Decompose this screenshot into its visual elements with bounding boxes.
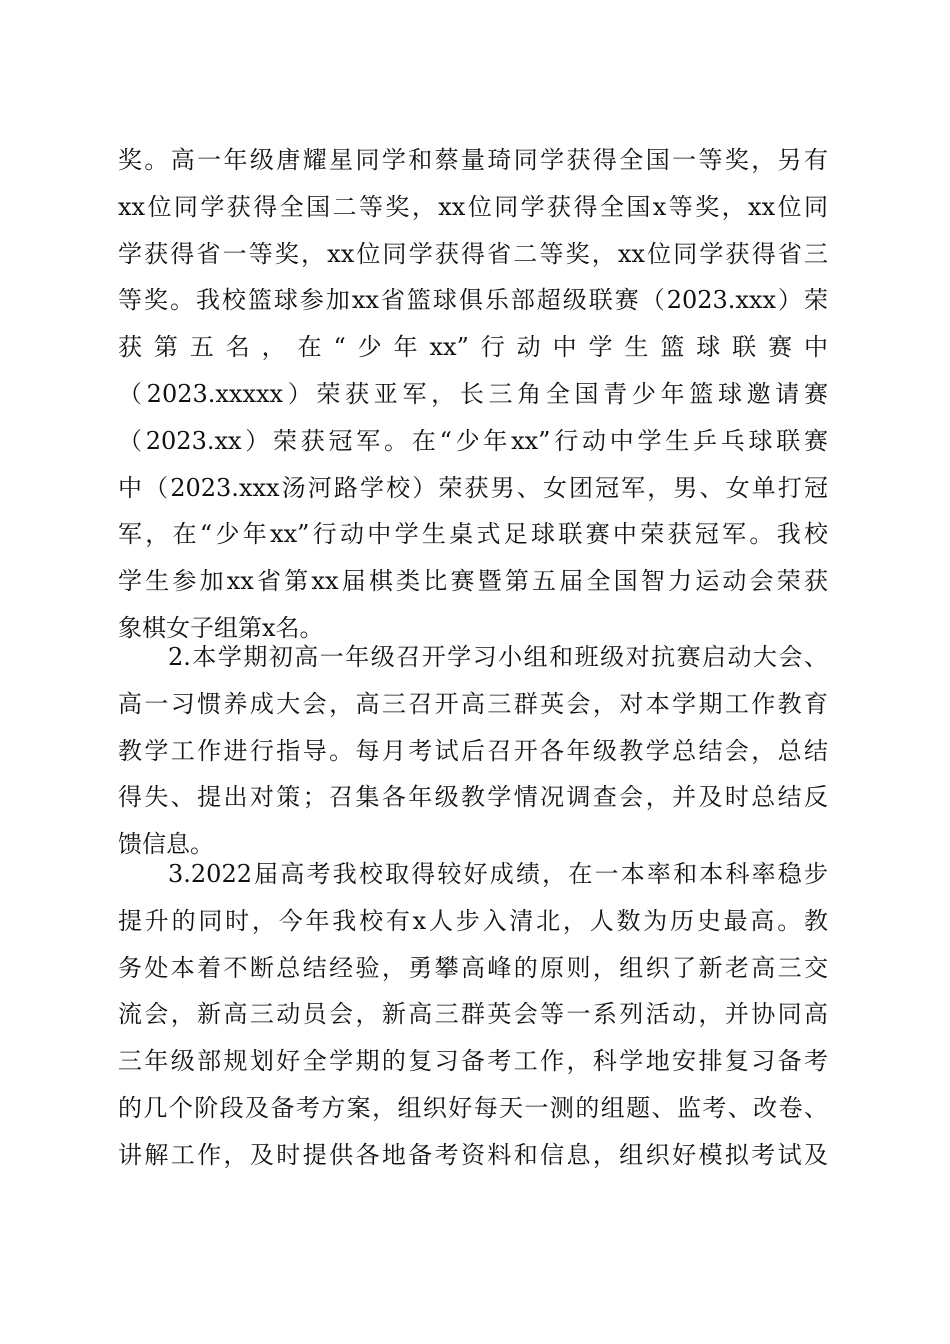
text-line: 学获得省一等奖，xx位同学获得省二等奖，xx位同学获得省三	[118, 239, 828, 268]
text-line: xx位同学获得全国二等奖，xx位同学获得全国x等奖，xx位同	[118, 192, 828, 221]
text-line: 获第五名，在“少年xx”行动中学生篮球联赛中	[118, 333, 828, 362]
text-line: 务处本着不断总结经验，勇攀高峰的原则，组织了新老高三交	[118, 953, 828, 982]
paragraph-gaokao	[118, 851, 828, 1179]
text-line: 得失、提出对策；召集各年级教学情况调查会，并及时总结反	[118, 783, 828, 812]
text-line: 2.本学期初高一年级召开学习小组和班级对抗赛启动大会、	[168, 643, 828, 671]
text-line: 高一习惯养成大会，高三召开高三群英会，对本学期工作教育	[118, 689, 828, 718]
text-line: 中（2023.xxx汤河路学校）荣获男、女团冠军，男、女单打冠	[118, 473, 828, 502]
text-line: 奖。高一年级唐耀星同学和蔡量琦同学获得全国一等奖，另有	[118, 146, 828, 174]
text-line: 教学工作进行指导。每月考试后召开各年级教学总结会，总结	[118, 736, 828, 765]
text-line: 馈信息。	[118, 830, 214, 859]
text-line: （2023.xx）荣获冠军。在“少年xx”行动中学生乒乓球联赛	[118, 426, 828, 455]
text-line: （2023.xxxxx）荣获亚军，长三角全国青少年篮球邀请赛	[118, 379, 828, 408]
text-line: 象棋女子组第x名。	[118, 613, 324, 642]
paragraph-meetings	[118, 634, 828, 868]
text-line: 等奖。我校篮球参加xx省篮球俱乐部超级联赛（2023.xxx）荣	[118, 286, 828, 315]
text-line: 的几个阶段及备考方案，组织好每天一测的组题、监考、改卷、	[118, 1093, 828, 1122]
text-line: 流会，新高三动员会，新高三群英会等一系列活动，并协同高	[118, 1000, 828, 1029]
text-line: 讲解工作，及时提供各地备考资料和信息，组织好模拟考试及	[118, 1140, 828, 1169]
text-line: 军，在“少年xx”行动中学生桌式足球联赛中荣获冠军。我校	[118, 520, 828, 549]
text-line: 三年级部规划好全学期的复习备考工作，科学地安排复习备考	[118, 1047, 828, 1076]
text-line: 学生参加xx省第xx届棋类比赛暨第五届全国智力运动会荣获	[118, 567, 828, 596]
text-line: 3.2022届高考我校取得较好成绩，在一本率和本科率稳步	[168, 860, 828, 888]
text-line: 提升的同时，今年我校有x人步入清北，人数为历史最高。教	[118, 906, 828, 935]
paragraph-awards	[118, 137, 828, 652]
